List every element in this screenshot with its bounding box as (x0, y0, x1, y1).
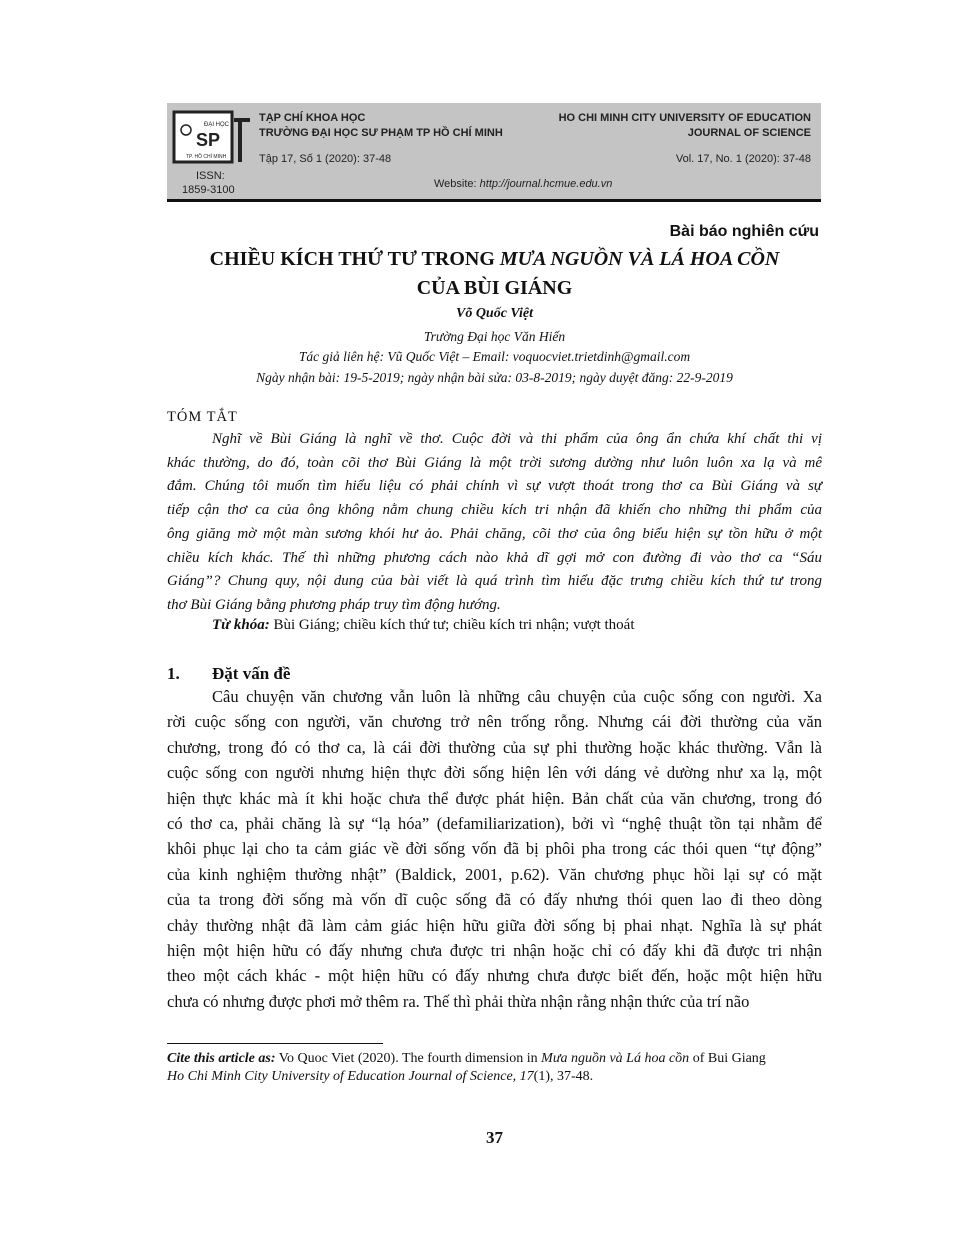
issn-number: 1859-3100 (182, 184, 235, 196)
text-line: hiện thực khác mà ít khi hoặc chưa thể được phát hiện. Bản chất của văn chương, trong đó (167, 788, 822, 808)
text-line: tiếp cận thơ ca của ông không nằm chung chiều kích tri nhận đã khiến cho những thi phẩm của (167, 502, 822, 519)
journal-name-vn: TẠP CHÍ KHOA HỌC (259, 112, 366, 124)
text-line: Nghĩ về Bùi Giáng là nghĩ về thơ. Cuộc đời và thi phẩm của ông ẩn chứa khí chất thi vị (212, 431, 822, 447)
article-type: Bài báo nghiên cứu (669, 223, 819, 240)
text-line: Câu chuyện văn chương vẫn luôn là những câu chuyện của cuộc sống con người. Xa (212, 687, 822, 706)
section-heading: Đặt vấn đề (212, 664, 291, 683)
footnote-rule (167, 1043, 383, 1044)
text-line: của ta trong đời sống mà vốn dĩ cuộc sống đã có đấy nhưng thói quen lao đi theo dòng (167, 890, 822, 910)
text-line: cuộc sống con người nhưng hiện thực đời sống hiện lên với dáng vẻ dường như xa lạ, một (167, 763, 822, 783)
citation-line1: Cite this article as: Vo Quoc Viet (2020). The fourth dimension in Mưa nguồn và Lá hoa cồn of Bui Giang (167, 1051, 766, 1066)
text-line: ông giăng mờ một màn sương khói hư ảo. Phải chăng, cõi thơ của ông biểu hiện sự tồn hữu ở một (167, 525, 822, 542)
university-name-vn: TRƯỜNG ĐẠI HỌC SƯ PHẠM TP HỒ CHÍ MINH (259, 127, 503, 139)
author: Võ Quốc Việt (455, 306, 533, 321)
text-line: chưa có nhưng được phơi mở thêm ra. Thế thì phải thừa nhận rằng nhận thức của trí não (167, 991, 750, 1011)
article-title: CHIỀU KÍCH THỨ TƯ TRONG MƯA NGUỒN VÀ LÁ HOA CỒN (209, 248, 780, 270)
website-link[interactable]: http://journal.hcmue.edu.vn (479, 178, 613, 190)
text-line: chảy thường nhật đã làm cảm giác hiện hữu giữa đời sống bị phai nhạt. Nghĩa là sự phát (167, 915, 822, 935)
text-line: Giáng”? Chung quy, nội dung của bài viết là quá trình tìm hiểu đặc trưng chiều kích thứ tư trong (167, 573, 822, 590)
citation-line2: Ho Chi Minh City University of Education Journal of Science, 17(1), 37-48. (167, 1069, 594, 1084)
text-line: khôi phục lại cho ta cảm giác về đời sống vốn đã bị phôi pha trong các thói quen “tự động” (167, 839, 822, 859)
abstract-heading: TÓM TẮT (167, 409, 238, 425)
svg-text:SP: SP (196, 130, 221, 150)
contact: Tác giả liên hệ: Vũ Quốc Việt – Email: voquocviet.trietdinh@gmail.com (298, 349, 691, 364)
website: Website: http://journal.hcmue.edu.vn (434, 178, 613, 190)
keywords: Từ khóa: Bùi Giáng; chiều kích thứ tư; chiều kích tri nhận; vượt thoát (212, 617, 635, 633)
university-logo-icon (172, 108, 252, 166)
dates: Ngày nhận bài: 19-5-2019; ngày nhận bài sửa: 03-8-2019; ngày duyệt đăng: 22-9-2019 (256, 370, 733, 385)
article-title-line2: CỦA BÙI GIÁNG (416, 277, 573, 299)
volume-en: Vol. 17, No. 1 (2020): 37-48 (675, 153, 811, 165)
text-line: rời cuộc sống con người, văn chương trở nên trống rỗng. Nhưng cái đời thường của văn (167, 712, 822, 732)
svg-text:ĐẠI HỌC: ĐẠI HỌC (204, 122, 230, 128)
section-number: 1. (167, 664, 180, 683)
svg-text:TP. HỒ CHÍ MINH: TP. HỒ CHÍ MINH (186, 154, 227, 160)
text-line: khác thường, do đó, toàn cõi thơ Bùi Giáng là một trời sương dường như luôn luôn xa lạ và mê (167, 454, 822, 471)
affiliation: Trường Đại học Văn Hiến (423, 329, 566, 344)
text-line: theo một cách khác - một hiện hữu có đấy nhưng chưa được biết đến, hoặc một hiện hữu (167, 966, 822, 986)
text-line: đắm. Chúng tôi muốn tìm hiểu liệu có phải chính vì sự vượt thoát trong thơ ca Bùi Giáng và sự (167, 478, 822, 495)
journal-name-en: HO CHI MINH CITY UNIVERSITY OF EDUCATION (558, 112, 811, 124)
journal-subtitle-en: JOURNAL OF SCIENCE (687, 127, 811, 139)
text-line: thơ Bùi Giáng bằng phương pháp truy tìm động hướng. (167, 596, 501, 613)
text-line: có thơ ca, phải chăng là sự “lạ hóa” (defamiliarization), bởi vì “nghệ thuật tồn tại nhằm để (167, 814, 822, 833)
page-number: 37 (486, 1128, 503, 1147)
text-line: chiều kích khác. Thế thì những phương cách nào khả dĩ gợi mở con đường đi vào thơ ca “Sáu (167, 549, 822, 566)
text-line: chương, trong đó có thơ ca, là cái đời thường của sự phi thường hoặc khác thường. Vẫn là (167, 737, 822, 757)
text-line: hiện một hiện hữu có đấy nhưng chưa được tri nhận hoặc chỉ có đấy khi đã được tri nhận (167, 941, 822, 960)
text-line: của kinh nghiệm thường nhật” (Baldick, 2001, p.62). Văn chương phục hồi lại sự có mặt (167, 864, 822, 884)
header-rule (167, 199, 821, 202)
issn-label: ISSN: (196, 170, 225, 182)
volume-vn: Tập 17, Số 1 (2020): 37-48 (259, 153, 392, 165)
